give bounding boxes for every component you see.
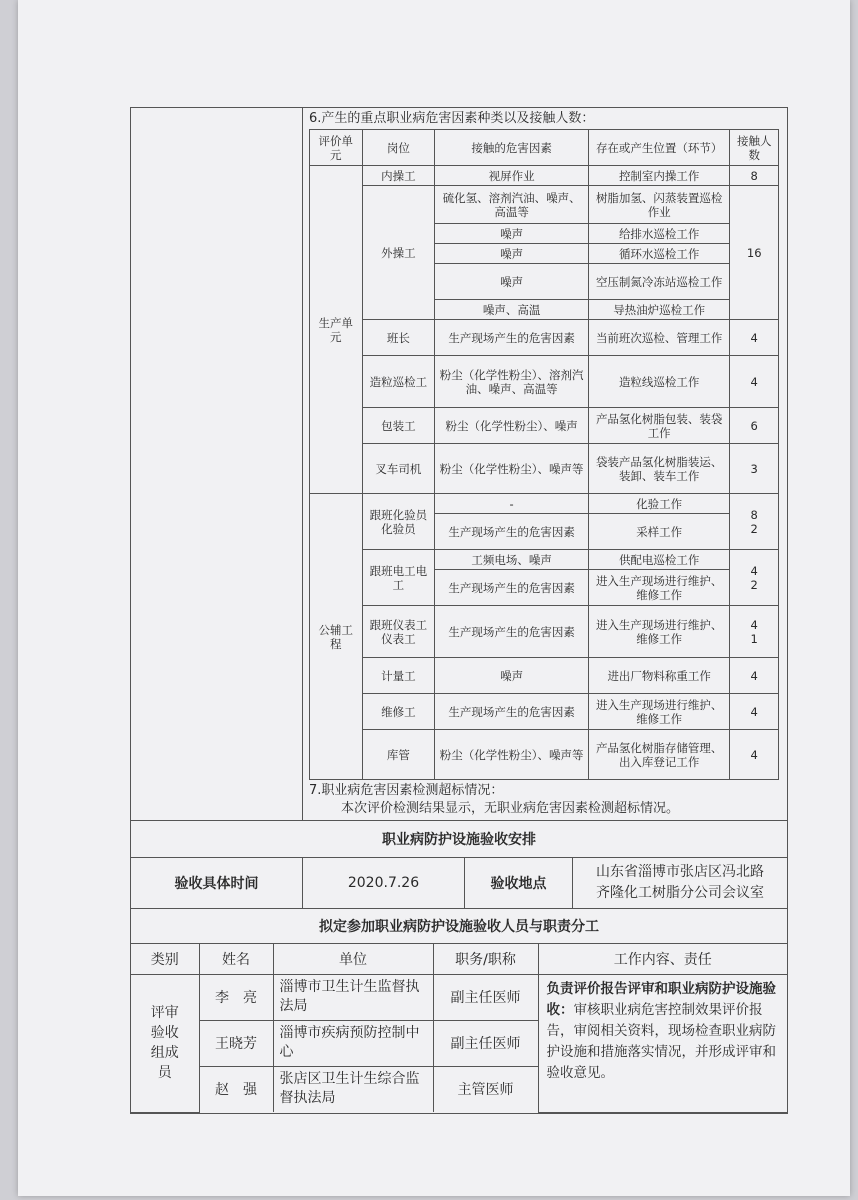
document-page <box>18 0 850 1196</box>
exceed-result: 本次评价检测结果显示，无职业病危害因素检测超标情况。 <box>341 801 680 816</box>
header-count: 接触人数 <box>730 130 779 166</box>
place-value: 山东省淄博市张店区冯北路 齐隆化工树脂分公司会议室 <box>596 864 764 901</box>
table-row-hazard: - <box>435 494 589 514</box>
staff-title: 拟定参加职业病防护设施验收人员与职责分工 <box>131 909 787 944</box>
table-row-count: 8 <box>730 166 779 186</box>
staff-category: 评审验收组成员 <box>131 974 199 1112</box>
table-row-count: 4 <box>730 694 779 730</box>
member-title: 副主任医师 <box>433 974 538 1020</box>
table-row-hazard: 粉尘（化学性粉尘）、溶剂汽油、噪声、高温等 <box>435 356 589 408</box>
table-row-hazard: 生产现场产生的危害因素 <box>435 606 589 658</box>
table-row-location: 给排水巡检工作 <box>588 224 730 244</box>
member-unit: 张店区卫生计生综合监督执法局 <box>273 1066 433 1112</box>
duty-bold: 负责评价报告评审和职业病防护设施验收： <box>546 980 776 1018</box>
duty-text: 审核职业病危害控制效果评价报告，审阅相关资料，现场检查职业病防护设施和措施落实情况，并形成评审和验收意见。 <box>546 1001 776 1081</box>
table-row-post: 跟班电工电工 <box>362 550 435 606</box>
table-row-location: 导热油炉巡检工作 <box>588 300 730 320</box>
member-name: 李 亮 <box>199 974 273 1020</box>
place-label: 验收地点 <box>465 858 573 908</box>
table-row-location: 进出厂物料称重工作 <box>588 658 730 694</box>
member-unit: 淄博市疾病预防控制中心 <box>273 1020 433 1066</box>
table-row-count: 4 <box>730 658 779 694</box>
header-unit: 评价单元 <box>310 130 363 166</box>
acceptance-title: 职业病防护设施验收安排 <box>131 821 787 858</box>
member-title: 副主任医师 <box>433 1020 538 1066</box>
table-row-count: 4 <box>730 356 779 408</box>
member-name: 赵 强 <box>199 1066 273 1112</box>
staff-section <box>131 944 787 1113</box>
staff-header-unit: 单位 <box>273 944 433 974</box>
table-row-hazard: 噪声 <box>435 658 589 694</box>
table-row-location: 产品氢化树脂存储管理、出入库登记工作 <box>588 730 730 780</box>
staff-header-duty: 工作内容、责任 <box>538 944 787 974</box>
table-row-post: 计量工 <box>362 658 435 694</box>
table-row-post: 外操工 <box>362 186 435 320</box>
table-row-location: 空压制氮冷冻站巡检工作 <box>588 264 730 300</box>
table-row-hazard: 粉尘（化学性粉尘）、噪声等 <box>435 730 589 780</box>
table-row-location: 采样工作 <box>588 514 730 550</box>
table-row-hazard: 生产现场产生的危害因素 <box>435 570 589 606</box>
unit-production: 生产单元 <box>310 166 363 494</box>
table-row-count: 3 <box>730 444 779 494</box>
table-row-hazard: 生产现场产生的危害因素 <box>435 514 589 550</box>
table-row-count: 4 1 <box>730 606 779 658</box>
staff-table <box>131 944 787 1113</box>
table-row-location: 进入生产现场进行维护、维修工作 <box>588 606 730 658</box>
table-row-count: 16 <box>730 186 779 320</box>
table-row-hazard: 噪声、高温 <box>435 300 589 320</box>
table-row-hazard: 噪声 <box>435 264 589 300</box>
time-value: 2020.7.26 <box>303 858 465 908</box>
table-row-count: 8 2 <box>730 494 779 550</box>
table-row-hazard: 工频电场、噪声 <box>435 550 589 570</box>
acceptance-info-row <box>131 858 787 909</box>
table-row-post: 跟班化验员化验员 <box>362 494 435 550</box>
hazard-section <box>131 108 787 821</box>
table-row-hazard: 粉尘（化学性粉尘）、噪声 <box>435 408 589 444</box>
table-row-count: 6 <box>730 408 779 444</box>
table-row-post: 内操工 <box>362 166 435 186</box>
header-location: 存在或产生位置（环节） <box>588 130 730 166</box>
table-row-post: 造粒巡检工 <box>362 356 435 408</box>
document-frame <box>130 107 788 1114</box>
member-title: 主管医师 <box>433 1066 538 1112</box>
hazard-heading: 6.产生的重点职业病危害因素种类以及接触人数： <box>309 111 595 126</box>
table-row-location: 供配电巡检工作 <box>588 550 730 570</box>
table-row-hazard: 硫化氢、溶剂汽油、噪声、高温等 <box>435 186 589 224</box>
table-row-location: 化验工作 <box>588 494 730 514</box>
table-row-hazard: 粉尘（化学性粉尘）、噪声等 <box>435 444 589 494</box>
member-name: 王晓芳 <box>199 1020 273 1066</box>
table-row-post: 跟班仪表工仪表工 <box>362 606 435 658</box>
hazard-table <box>309 129 779 780</box>
table-row-hazard: 噪声 <box>435 224 589 244</box>
table-row-location: 控制室内操工作 <box>588 166 730 186</box>
table-row-hazard: 生产现场产生的危害因素 <box>435 694 589 730</box>
table-row-hazard: 噪声 <box>435 244 589 264</box>
table-row-count: 4 2 <box>730 550 779 606</box>
table-row-post: 班长 <box>362 320 435 356</box>
table-row-hazard: 视屏作业 <box>435 166 589 186</box>
table-row-location: 循环水巡检工作 <box>588 244 730 264</box>
table-row-location: 袋装产品氢化树脂装运、装卸、装车工作 <box>588 444 730 494</box>
table-row-location: 造粒线巡检工作 <box>588 356 730 408</box>
header-post: 岗位 <box>362 130 435 166</box>
staff-header-title: 职务/职称 <box>433 944 538 974</box>
member-unit: 淄博市卫生计生监督执法局 <box>273 974 433 1020</box>
table-row-post: 库管 <box>362 730 435 780</box>
duty-description <box>538 974 787 1112</box>
table-row-post: 维修工 <box>362 694 435 730</box>
time-label: 验收具体时间 <box>131 858 303 908</box>
table-row-count: 4 <box>730 320 779 356</box>
table-row-location: 产品氢化树脂包装、装袋工作 <box>588 408 730 444</box>
exceed-heading: 7.职业病危害因素检测超标情况： <box>309 783 504 798</box>
table-row-location: 树脂加氢、闪蒸装置巡检作业 <box>588 186 730 224</box>
staff-header-name: 姓名 <box>199 944 273 974</box>
table-row-location: 进入生产现场进行维护、维修工作 <box>588 694 730 730</box>
table-row-count: 4 <box>730 730 779 780</box>
table-row-location: 进入生产现场进行维护、维修工作 <box>588 570 730 606</box>
header-hazard: 接触的危害因素 <box>435 130 589 166</box>
staff-header-category: 类别 <box>131 944 199 974</box>
table-row-post: 叉车司机 <box>362 444 435 494</box>
table-row-post: 包装工 <box>362 408 435 444</box>
table-row-hazard: 生产现场产生的危害因素 <box>435 320 589 356</box>
table-row-location: 当前班次巡检、管理工作 <box>588 320 730 356</box>
blank-left-column <box>131 108 303 820</box>
unit-auxiliary: 公辅工程 <box>310 494 363 780</box>
